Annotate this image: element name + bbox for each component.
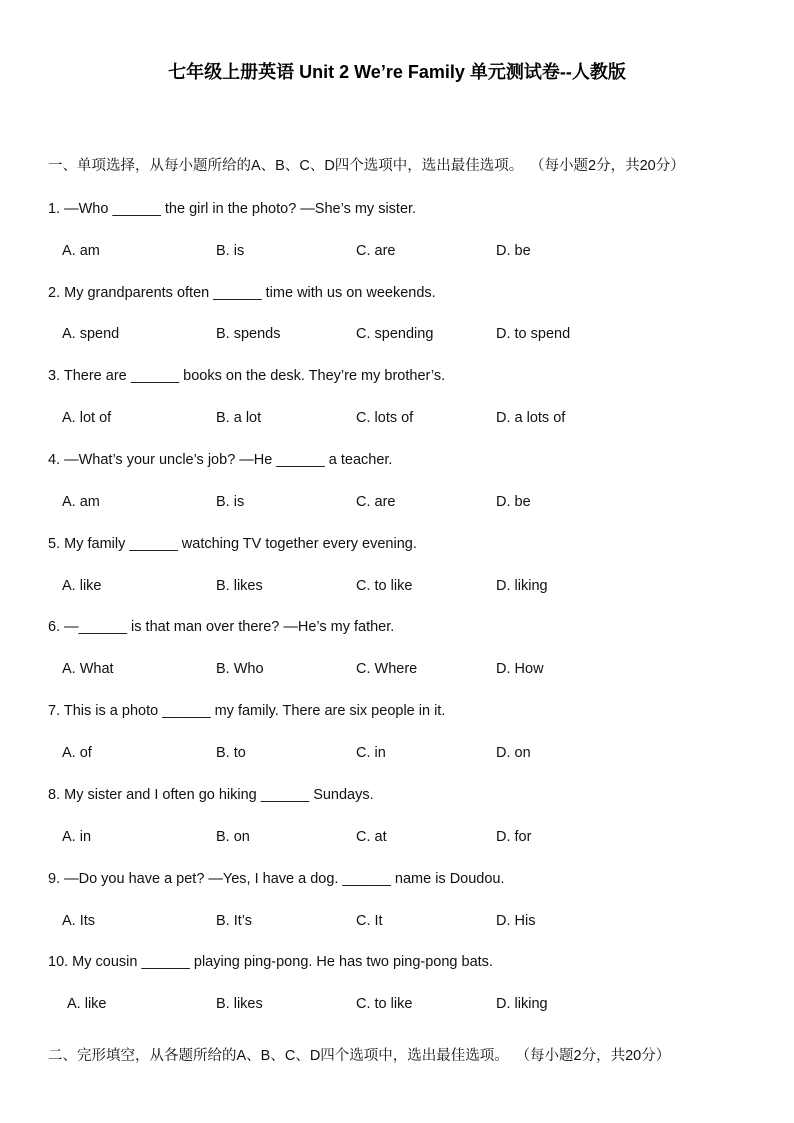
option-b: B. likes [216,996,263,1012]
option-d: D. be [496,494,531,510]
question-2-stem: 2. My grandparents often ______ time with us on weekends. [48,285,436,301]
question-1-stem: 1. —Who ______ the girl in the photo? —She’s my sister. [48,201,417,217]
option-d: D. a lots of [496,410,566,426]
question-4-stem: 4. —What’s your uncle’s job? —He ______ a teacher. [48,452,393,468]
page-title: 七年级上册英语 Unit 2 We’re Family 单元测试卷--人教版 [168,62,626,82]
option-b: B. is [216,494,245,510]
option-a: A. am [62,243,100,259]
option-a: A. spend [62,326,120,342]
question-8-stem: 8. My sister and I often go hiking ______ Sundays. [48,787,374,803]
option-b: B. on [216,829,250,845]
section-2-score: （每小题2分，共20分） [522,1048,671,1064]
option-d: D. to spend [496,326,571,342]
option-c: C. are [356,243,396,259]
option-b: B. likes [216,578,263,594]
option-b: B. spends [216,326,281,342]
question-3-options [62,410,702,430]
option-d: D. His [496,913,536,929]
option-c: C. are [356,494,396,510]
option-c: C. in [356,745,386,761]
option-c: C. to like [356,996,413,1012]
option-a: A. like [67,996,107,1012]
option-c: C. spending [356,326,434,342]
question-5-stem: 5. My family ______ watching TV together every evening. [48,536,417,552]
question-9-stem: 9. —Do you have a pet? —Yes, I have a dog. ______ name is Doudou. [48,871,505,887]
option-b: B. Who [216,661,264,677]
question-9-options [62,913,702,933]
option-c: C. at [356,829,387,845]
question-4-options [62,494,702,514]
option-a: A. in [62,829,92,845]
option-d: D. be [496,243,531,259]
section-2-instructions: 二、完形填空，从各题所给的A、B、C、D四个选项中，选出最佳选项。 [48,1048,509,1064]
question-7-options [62,745,702,765]
option-b: B. is [216,243,245,259]
option-a: A. like [62,578,102,594]
question-10-options [67,996,707,1016]
option-d: D. liking [496,578,548,594]
section-2-heading [48,1044,670,1065]
option-d: D. on [496,745,531,761]
option-a: A. lot of [62,410,112,426]
option-a: A. Its [62,913,96,929]
option-a: A. What [62,661,114,677]
question-8-options [62,829,702,849]
section-1-heading [48,154,685,175]
option-b: B. a lot [216,410,262,426]
question-10-stem: 10. My cousin ______ playing ping-pong. He has two ping-pong bats. [48,954,493,970]
option-a: A. of [62,745,92,761]
question-6-stem: 6. —______ is that man over there? —He’s my father. [48,619,395,635]
option-c: C. lots of [356,410,414,426]
option-d: D. How [496,661,544,677]
question-2-options [62,326,702,346]
section-1-score: （每小题2分，共20分） [537,158,685,174]
option-d: D. liking [496,996,548,1012]
option-c: C. Where [356,661,418,677]
question-1-options [62,243,702,263]
question-5-options [62,578,702,598]
question-3-stem: 3. There are ______ books on the desk. They’re my brother’s. [48,368,446,384]
section-1-instructions: 一、单项选择，从每小题所给的A、B、C、D四个选项中，选出最佳选项。 [48,158,524,174]
question-6-options [62,661,702,681]
option-b: B. It’s [216,913,252,929]
option-b: B. to [216,745,246,761]
option-d: D. for [496,829,532,845]
option-c: C. It [356,913,383,929]
question-7-stem: 7. This is a photo ______ my family. There are six people in it. [48,703,446,719]
option-a: A. am [62,494,100,510]
option-c: C. to like [356,578,413,594]
